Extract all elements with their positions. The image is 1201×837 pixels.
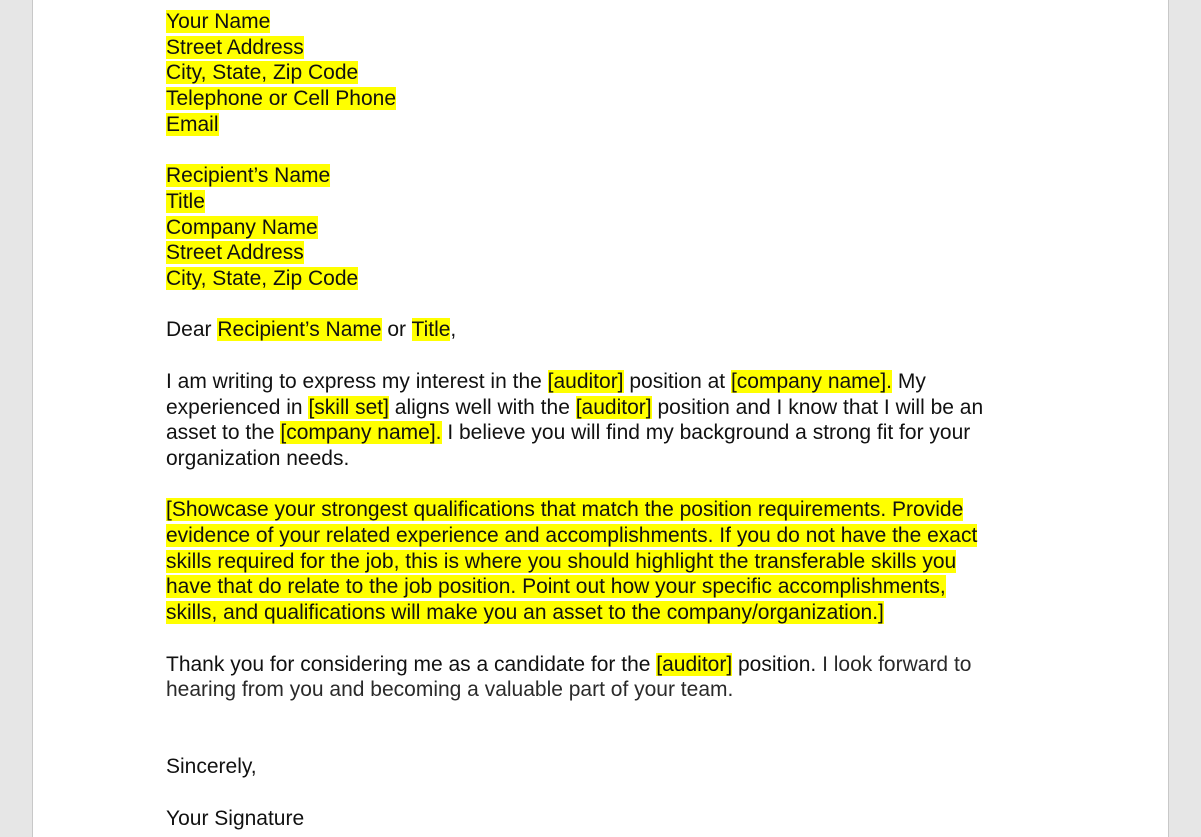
p3-placeholder-auditor: [auditor] bbox=[656, 652, 733, 676]
p1-text: I believe you will find my background a strong fit for your bbox=[441, 421, 971, 445]
p1-text: My bbox=[892, 369, 926, 393]
document-page bbox=[32, 0, 1169, 837]
p3-text: hearing from you and becoming a valuable part of your team. bbox=[166, 678, 734, 702]
closing-salutation: Sincerely, bbox=[166, 755, 257, 779]
p2-line: evidence of your related experience and accomplishments. If you do not have the exact bbox=[166, 524, 978, 547]
p2-line: skills required for the job, this is where you should highlight the transferable skills you bbox=[166, 549, 957, 573]
p3-text: Thank you for considering me as a candidate for the bbox=[166, 652, 657, 676]
sender-block bbox=[166, 9, 1046, 138]
recipient-city: City, State, Zip Code bbox=[166, 267, 359, 291]
p1-text: organization needs. bbox=[166, 446, 350, 470]
recipient-name: Recipient’s Name bbox=[166, 164, 331, 188]
recipient-street: Street Address bbox=[166, 241, 304, 265]
p1-text: experienced in bbox=[166, 395, 309, 419]
recipient-company: Company Name bbox=[166, 215, 318, 239]
p3-text: I look forward to bbox=[822, 652, 972, 676]
intro-paragraph bbox=[166, 369, 1046, 472]
salutation-dear: Dear bbox=[166, 318, 218, 342]
salutation-or: or bbox=[381, 318, 412, 342]
p1-placeholder-auditor: [auditor] bbox=[575, 395, 652, 419]
salutation-comma: , bbox=[450, 318, 457, 342]
p1-placeholder-auditor: [auditor] bbox=[547, 369, 624, 393]
recipient-title: Title bbox=[166, 189, 205, 213]
salutation-title: Title bbox=[411, 318, 451, 342]
recipient-block bbox=[166, 163, 1046, 292]
p2-line: skills, and qualifications will make you an asset to the company/organization.] bbox=[166, 601, 884, 625]
p1-text: I am writing to express my interest in the bbox=[166, 369, 548, 393]
p1-placeholder-company: [company name]. bbox=[730, 369, 893, 393]
salutation-name: Recipient’s Name bbox=[217, 318, 382, 342]
p1-text: aligns well with the bbox=[388, 395, 576, 419]
sender-name: Your Name bbox=[166, 10, 271, 33]
p1-text: position and I know that I will be an bbox=[651, 395, 984, 419]
p2-line: [Showcase your strongest qualifications that match the position requirements. Provide bbox=[166, 498, 964, 522]
sender-email: Email bbox=[166, 112, 219, 136]
sender-city: City, State, Zip Code bbox=[166, 61, 359, 85]
sender-phone: Telephone or Cell Phone bbox=[166, 87, 396, 111]
p1-placeholder-company: [company name]. bbox=[280, 421, 442, 445]
p3-text: position. bbox=[732, 652, 823, 676]
signature: Your Signature bbox=[166, 806, 305, 830]
sender-street: Street Address bbox=[166, 35, 304, 59]
closing-paragraph bbox=[166, 652, 1046, 703]
p2-line: have that do relate to the job position. Point out how your specific accomplishments, bbox=[166, 575, 946, 599]
p1-text: asset to the bbox=[166, 421, 281, 445]
p1-placeholder-skill-set: [skill set] bbox=[308, 395, 389, 419]
salutation bbox=[166, 317, 1046, 343]
p1-text: position at bbox=[623, 369, 731, 393]
qualifications-paragraph bbox=[166, 497, 1046, 626]
letter-body bbox=[166, 9, 1046, 831]
